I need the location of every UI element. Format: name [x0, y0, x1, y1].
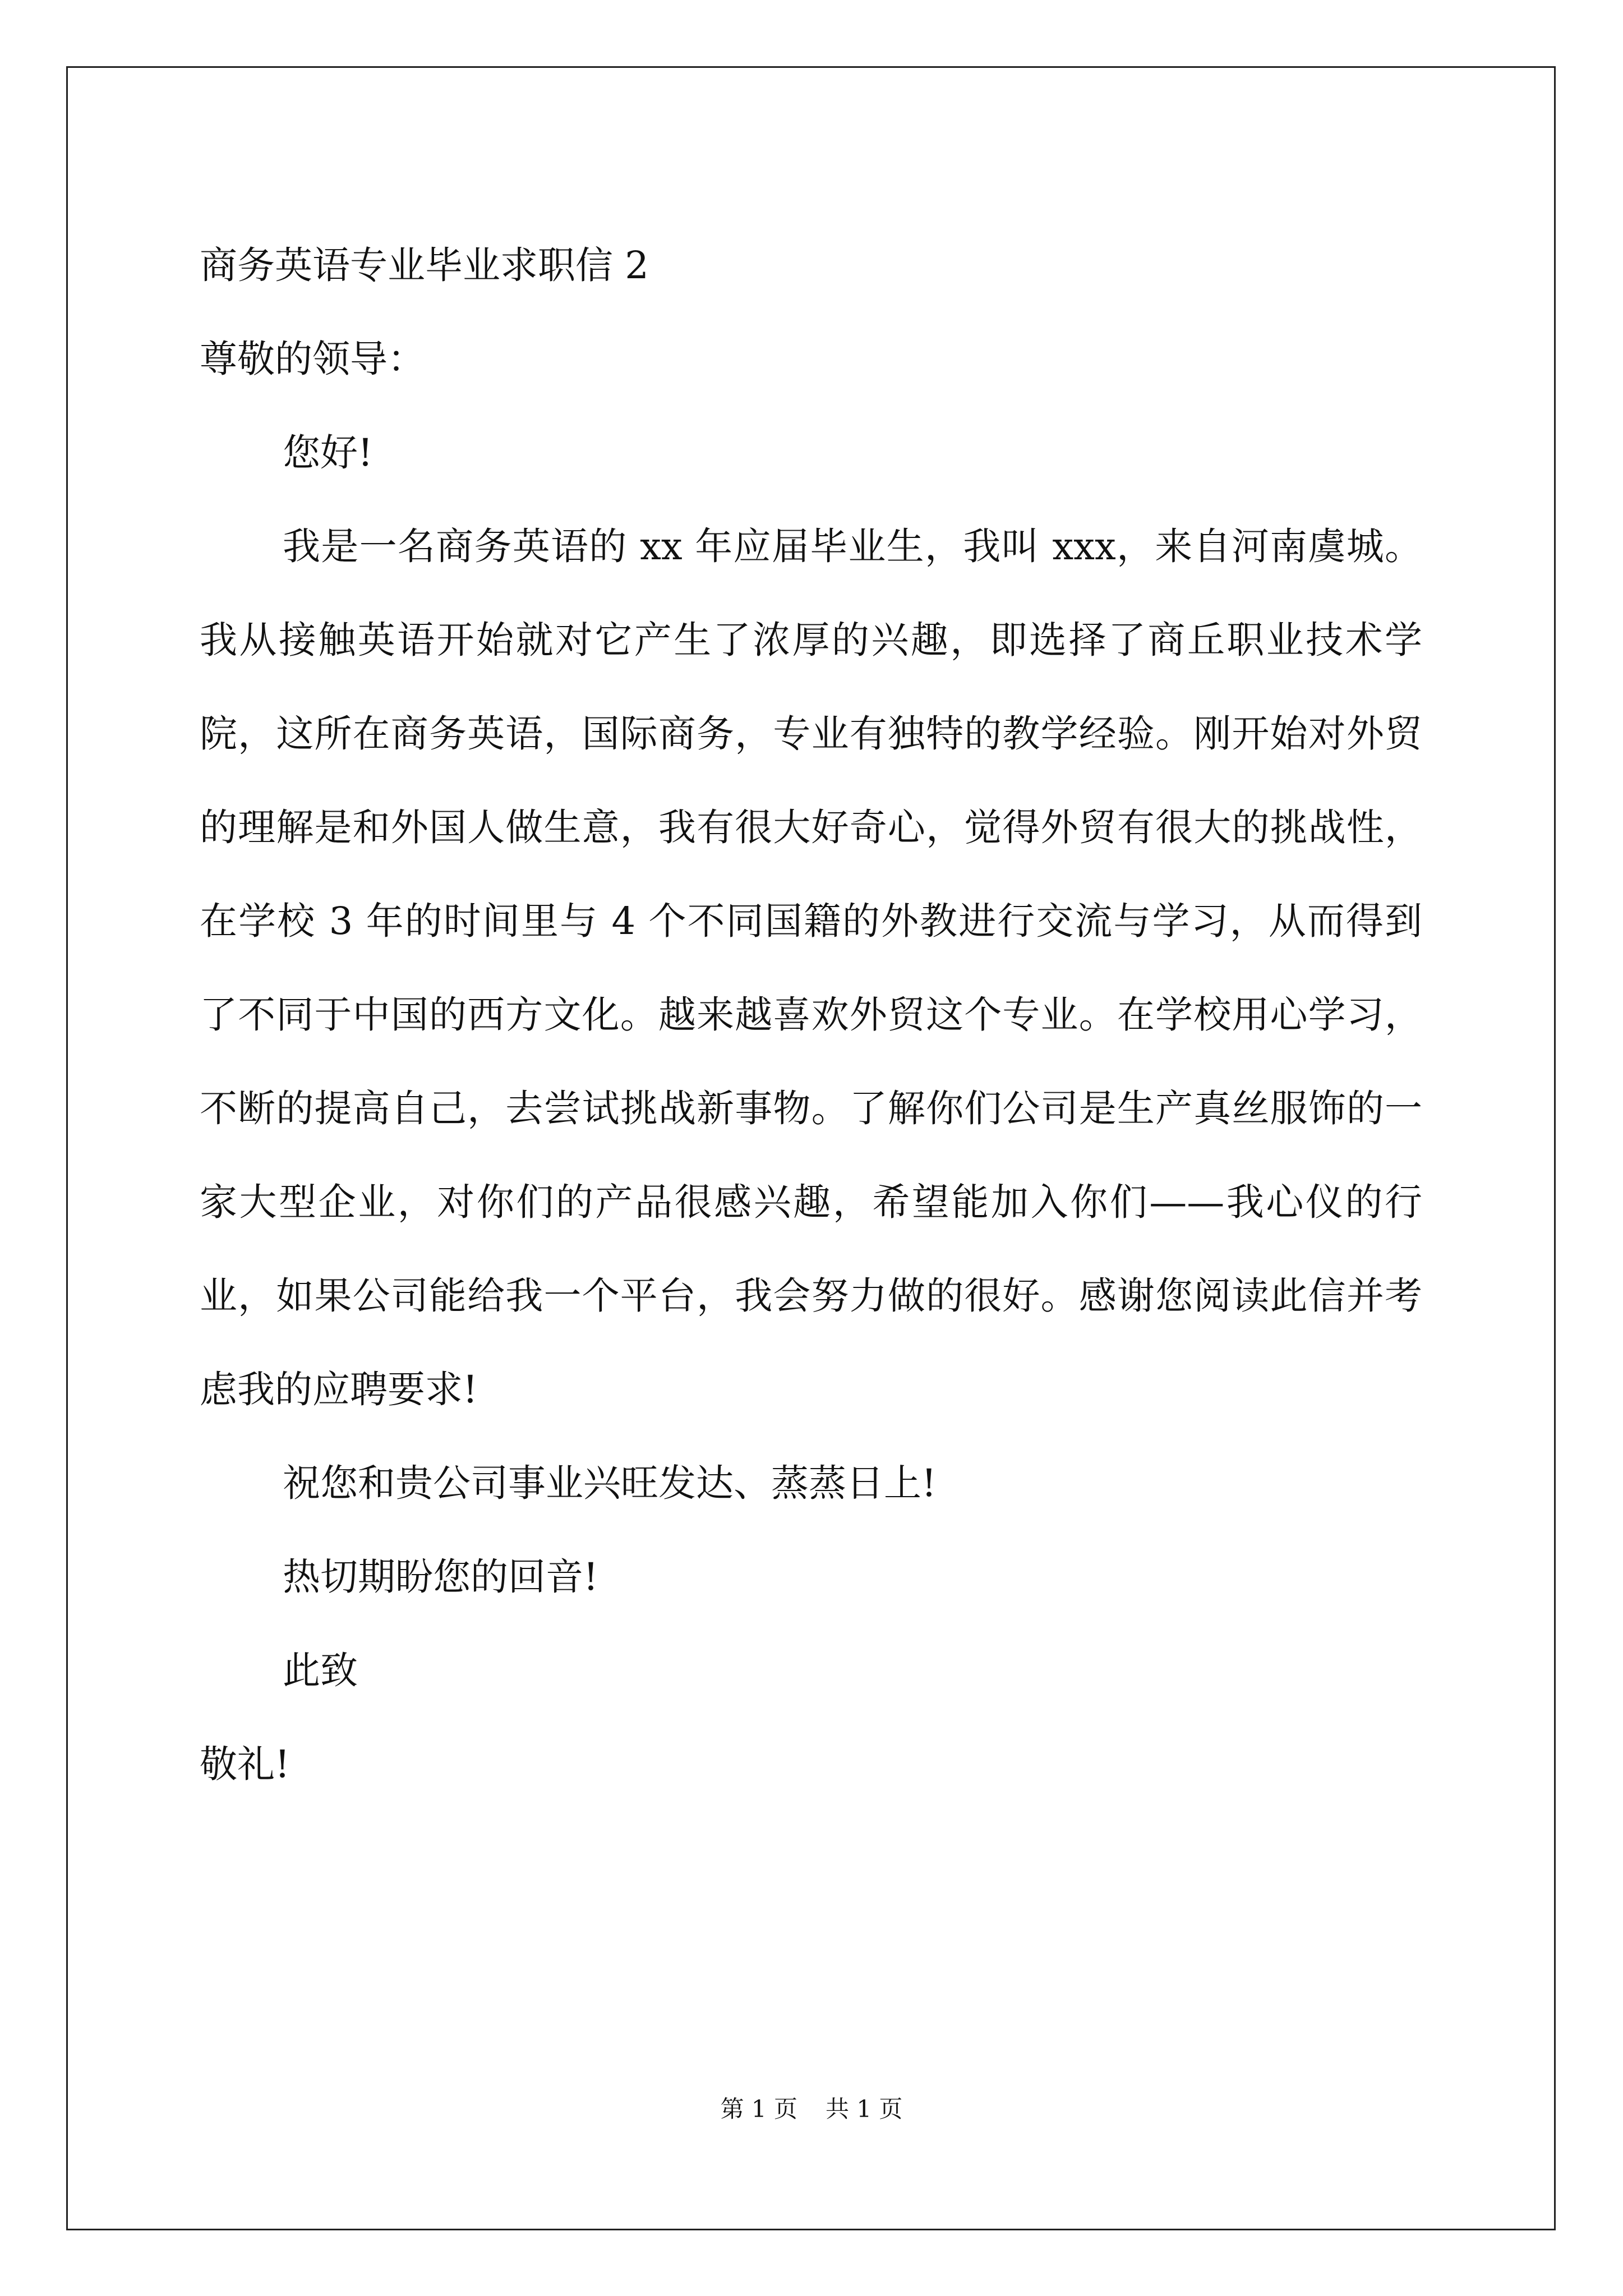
closing-ci-zhi: 此致 [283, 1649, 358, 1692]
page-footer [0, 2095, 1623, 2123]
letter-title: 商务英语专业毕业求职信 2 [200, 243, 649, 287]
page-number: 第 1 页 [720, 2095, 797, 2123]
wishes: 祝您和贵公司事业兴旺发达、蒸蒸日上! [283, 1461, 937, 1505]
closing-hope: 热切期盼您的回音! [283, 1555, 598, 1599]
page-total: 共 1 页 [826, 2095, 903, 2123]
letter-body: 我是一名商务英语的 xx 年应届毕业生，我叫 xxx，来自河南虞城。我从接触英语开始就对它产生了浓厚的兴趣，即选择了商丘职业技术学院，这所在商务英语，国际商务，专业有独特的教学经验。刚开始对外贸的理解是和外国人做生意，我有很大好奇心，觉得外贸有很大的挑战性，在学校 3 年的时间里与 4 个不同国籍的外教进行交流与学习，从而得到了不同于中国的西方文化。越来越喜欢外贸这个专业。在学校用心学习，不断的提高自己，去尝试挑战新事物。了解你们公司是生产真丝服饰的一家大型企业，对你们的产品很感兴趣，希望能加入你们——我心仪的行业，如果公司能给我一个平台，我会努力做的很好。感谢您阅读此信并考虑我的应聘要求! [200, 524, 1422, 1411]
closing-jing-li: 敬礼! [200, 1742, 290, 1786]
salutation: 尊敬的领导： [200, 337, 425, 381]
letter-content [200, 219, 1422, 1811]
greeting: 您好! [283, 431, 373, 475]
